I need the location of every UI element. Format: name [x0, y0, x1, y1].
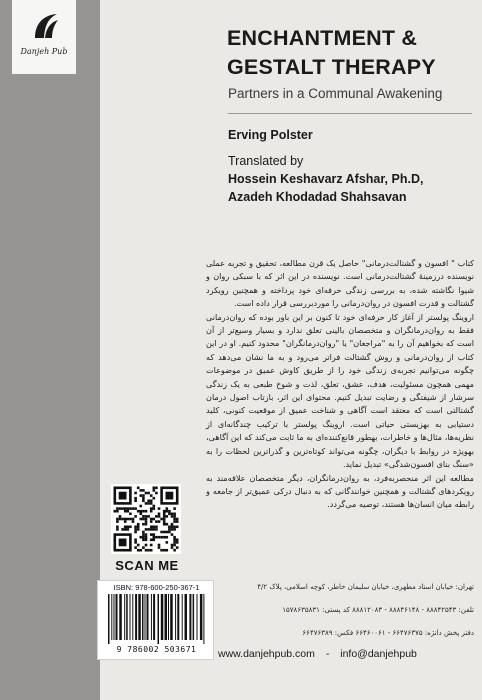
description-paragraph-2: اروینگ پولستر از آغاز کار حرفه‌ای خود تا کنون بر این باور بوده که روان‌درمانی فقط به روان‌درمانگران و متخصصان بالینی تعلق ندارد و بسیار وسیع‌تر از آن است که بخواهیم آن را به "مراجعان" یا "روان‌درمانگران" محدود کنیم. او در این کتاب از روان‌درمانی و روش گشتالت فراتر می‌رود و به ما نشان می‌دهد که چگونه می‌توانیم تجربه‌ی زندگی خود را از طریق کاوش عمیق در موضوعات مهمی همچون مسئولیت، هدف، عشق، تعلق، لذت و شوخ طبعی به یک زندگی سرشار از شیفتگی و رضایت تبدیل کنیم. محتوای این اثر، بازتاب اصول درمان گشتالتی است که معتقد است آگاهی و شناخت عمیق از موقعیت کنونی، کلید دستیابی به بهزیستی حیاتی است. اروینگ پولستر با ترکیب چندگانه‌ای از نظریه‌ها، مثال‌ها و خاطرات، بهطور قانع‌کننده‌ای به ما ثابت می‌کند که این آگاهی، بهویژه در روابط با دیگران، چگونه می‌تواند کوتاه‌ترین و گذراترین لحظات را به «سنگ بنای افسون‌شدگی» تبدیل نماید. — [206, 311, 474, 470]
publisher-phone: تلفن: ۸۸۸۴۲۵۴۳ - ۸۸۸۴۶۱۴۸ - ۸۸۸۱۲۰۸۳ کد پستی: ۱۵۷۸۶۳۵۸۳۱ — [282, 606, 474, 614]
web-separator: - — [325, 648, 330, 660]
publisher-web-contact — [218, 648, 474, 660]
book-title-line-2: GESTALT THERAPY — [227, 55, 436, 79]
barcode-number: 9 786002 503671 — [116, 645, 197, 654]
translator-2: Azadeh Khodadad Shahsavan — [228, 190, 407, 204]
translated-by-label: Translated by — [228, 154, 304, 168]
website-link[interactable]: www.danjehpub.com — [218, 648, 315, 660]
publisher-address: تهران: خیابان استاد مطهری، خیابان سلیمان خاطر، کوچه اسلامی، پلاک ۴/۲ — [257, 583, 474, 591]
qr-code-icon — [111, 484, 181, 554]
translator-1: Hossein Keshavarz Afshar, Ph.D, — [228, 172, 424, 186]
qr-code[interactable] — [111, 484, 181, 554]
publisher-logo-text: Danjeh Pub — [20, 47, 68, 56]
title-divider — [228, 113, 472, 114]
description-paragraph-1: کتاب " افسون و گشتالت‌درمانی" حاصل یک قرن مطالعه، تحقیق و تجربه عملی نویسنده درزمینهٔ گشتالت‌درمانی است. نویسنده در این اثر که با سبکی روان و شیوا نگاشته شده، به بررسی زندگی حرفه‌ای خود پرداخته و همچنین رویکرد گشتالت و قدرت افسون در روان‌درمانی را موردبررسی قرار داده است. — [206, 258, 474, 309]
book-title — [227, 24, 477, 82]
publisher-office: دفتر پخش دانژه: ۶۶۴۷۶۳۷۵ - ۶۶۴۶۰۰۶۱ فکس: ۶۶۴۷۶۳۸۹ — [302, 629, 474, 637]
barcode-icon — [104, 594, 209, 644]
scan-me-label: SCAN ME — [115, 558, 179, 573]
author-name: Erving Polster — [228, 128, 313, 142]
isbn-label: ISBN: 978-600-250-367-1 — [113, 583, 200, 592]
publisher-logo — [12, 0, 76, 74]
publisher-logo-icon — [31, 12, 59, 40]
cover-sidebar — [0, 0, 100, 700]
book-title-line-1: ENCHANTMENT & — [227, 26, 418, 50]
description-paragraph-3: مطالعه این اثر منحصربه‌فرد، به روان‌درمانگران، دیگر متخصصان علاقه‌مند به رویکردهای گشتالت و همچنین خوانندگانی که به دنبال درکی عمیق‌تر از جامعه و رابطه میان انسان‌ها هستند، توصیه می‌گردد. — [206, 472, 474, 510]
book-subtitle: Partners in a Communal Awakening — [228, 86, 443, 101]
email-link[interactable]: info@danjehpub — [340, 648, 417, 660]
book-description — [206, 257, 474, 512]
isbn-barcode — [97, 580, 214, 660]
